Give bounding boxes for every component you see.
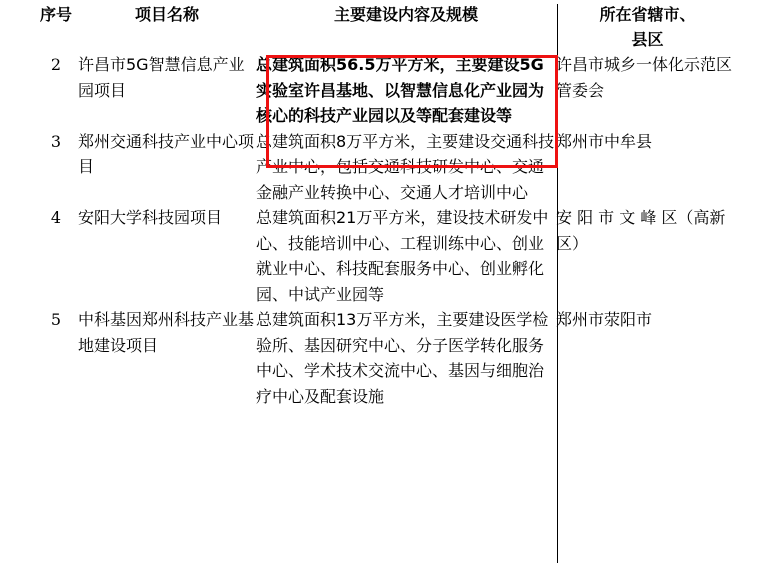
row-location: 郑州市中牟县 bbox=[556, 131, 653, 151]
header-location-line1: 所在省辖市、 bbox=[599, 5, 696, 24]
header-cell-name: 项目名称 bbox=[134, 5, 199, 24]
row-description: 总建筑面积56.5万平方米，主要建设5G实验室许昌基地、以智慧信息化产业园为核心的科技产业园以及等配套建设等 bbox=[256, 55, 545, 125]
column-divider bbox=[557, 4, 558, 563]
projects-table bbox=[34, 2, 739, 409]
header-cell-no: 序号 bbox=[39, 5, 72, 24]
row-number: 3 bbox=[50, 131, 62, 151]
document-page bbox=[0, 2, 769, 563]
row-location: 郑州市荥阳市 bbox=[556, 310, 653, 329]
row-number: 2 bbox=[50, 55, 62, 74]
row-number: 4 bbox=[50, 208, 62, 227]
row-number: 5 bbox=[50, 310, 62, 329]
row-location: 安 阳 市 文 峰 区（高新区） bbox=[556, 208, 726, 253]
row-project-name: 许昌市5G智慧信息产业园项目 bbox=[78, 55, 245, 100]
row-description: 总建筑面积8万平方米，主要建设交通科技产业中心，包括交通科技研发中心、交通金融产业转换中心、交通人才培训中心 bbox=[256, 131, 555, 202]
header-cell-location bbox=[556, 2, 739, 52]
table-row bbox=[34, 307, 739, 409]
row-location: 许昌市城乡一体化示范区管委会 bbox=[556, 55, 733, 100]
row-project-name: 安阳大学科技园项目 bbox=[78, 208, 223, 227]
header-location-line2: 县区 bbox=[631, 30, 664, 49]
row-project-name: 郑州交通科技产业中心项目 bbox=[78, 131, 255, 176]
table-header-row bbox=[34, 2, 739, 52]
row-description: 总建筑面积13万平方米，主要建设医学检验所、基因研究中心、分子医学转化服务中心、学术技术交流中心、基因与细胞治疗中心及配套设施 bbox=[256, 310, 549, 406]
row-description: 总建筑面积21万平方米，建设技术研发中心、技能培训中心、工程训练中心、创业就业中心、科技配套服务中心、创业孵化园、中试产业园等 bbox=[256, 208, 549, 304]
table-row bbox=[34, 129, 739, 206]
table-row bbox=[34, 205, 739, 307]
table-row bbox=[34, 52, 739, 129]
header-cell-desc: 主要建设内容及规模 bbox=[333, 5, 478, 24]
row-project-name: 中科基因郑州科技产业基地建设项目 bbox=[78, 310, 255, 355]
